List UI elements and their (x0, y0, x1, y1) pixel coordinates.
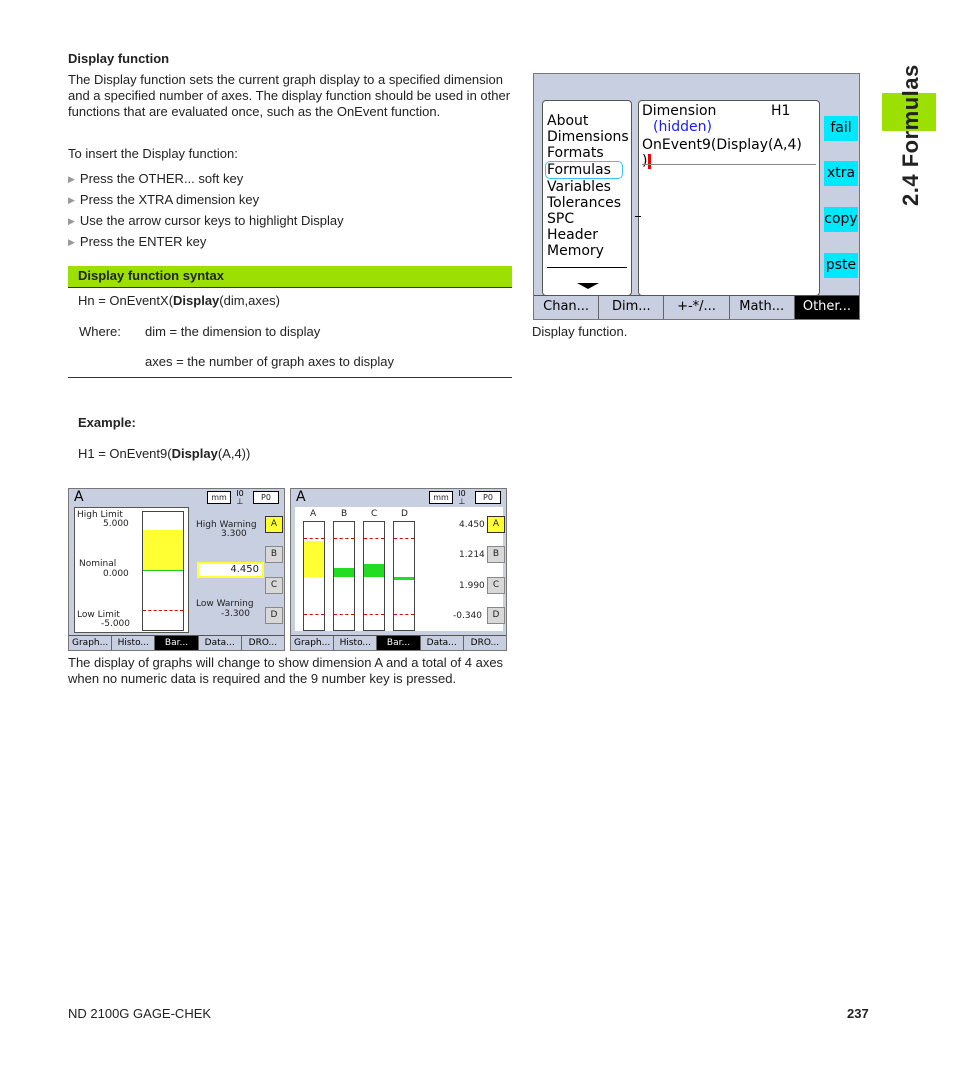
preset-indicator[interactable]: P0 (475, 491, 501, 504)
single-bar (142, 511, 184, 631)
bar-a (303, 521, 325, 631)
main-tabbar (534, 295, 859, 319)
limits-panel (74, 507, 189, 633)
bar-a-fill (304, 541, 324, 577)
syntax-header-text: Display function syntax (78, 268, 224, 283)
display-function-screen (533, 73, 860, 320)
axis-a-button[interactable]: A (487, 516, 505, 533)
axes-description: axes = the number of graph axes to display (145, 354, 394, 369)
insert-intro: To insert the Display function: (68, 146, 238, 161)
bar-c (363, 521, 385, 631)
tab-dim[interactable]: Dim... (598, 296, 663, 319)
menu-panel (542, 100, 632, 296)
axis-b-button[interactable]: B (487, 546, 505, 563)
low-limit-label: Low Limit (77, 610, 120, 620)
multi-bars-panel (295, 507, 503, 631)
bar-b (333, 521, 355, 631)
high-limit-label: High Limit (77, 510, 123, 520)
high-limit-value: 5.000 (103, 519, 129, 529)
syntax-bottom-rule (68, 377, 512, 378)
tab-graph[interactable]: Graph... (72, 638, 109, 648)
scroll-down-icon[interactable] (577, 283, 599, 289)
step-3: ▶ Use the arrow cursor keys to highlight Display (68, 213, 344, 230)
single-bar-screen (68, 488, 285, 651)
zero-icon[interactable]: I0 ⊥ (236, 489, 244, 506)
tab-dro[interactable]: DRO... (463, 636, 506, 650)
high-warning-value: 3.300 (221, 529, 247, 539)
formula-text-line2: ) (642, 153, 818, 169)
formula-underline (642, 164, 816, 165)
example-label: Example: (78, 415, 136, 430)
dimension-letter: A (74, 489, 84, 505)
tab-bar[interactable]: Bar... (376, 636, 419, 650)
tab-graph[interactable]: Graph... (294, 638, 331, 648)
menu-item-dimensions[interactable]: Dimensions (547, 129, 629, 145)
tab-operators[interactable]: +-*/... (663, 296, 728, 319)
axis-d-button[interactable]: D (487, 607, 505, 624)
column-label-b: B (341, 509, 348, 519)
dimension-value: H1 (771, 103, 791, 119)
low-warning-value: -3.300 (221, 609, 251, 619)
text-cursor (648, 154, 651, 169)
tab-chan[interactable]: Chan... (543, 299, 590, 314)
axis-a-button[interactable]: A (265, 516, 283, 533)
multi-bar-screen (290, 488, 507, 651)
tab-other[interactable]: Other... (794, 296, 859, 319)
menu-item-tolerances[interactable]: Tolerances (547, 195, 622, 211)
pste-button[interactable]: pste (824, 253, 858, 278)
single-bar-fill (143, 530, 183, 570)
menu-item-spc[interactable]: SPC (547, 211, 575, 227)
section-intro: The Display function sets the current graph display to a specified dimension and a specified number of axes. The display function should be used in other functions that are evaluated once, such as the OnEvent function. (68, 72, 511, 119)
value-d: -0.340 (453, 611, 483, 621)
tab-dro[interactable]: DRO... (241, 636, 284, 650)
menu-divider (547, 267, 627, 268)
value-a: 4.450 (459, 520, 485, 530)
syntax-formula: Hn = OnEventX(Display(dim,axes) (78, 293, 280, 308)
tab-bar[interactable]: Bar... (154, 636, 197, 650)
dimension-letter: A (296, 489, 306, 505)
preset-indicator[interactable]: P0 (253, 491, 279, 504)
nominal-label: Nominal (79, 559, 117, 569)
step-1: ▶ Press the OTHER... soft key (68, 171, 243, 188)
side-tab-title: 2.4 Formulas (898, 64, 923, 206)
zero-icon[interactable]: I0 ⊥ (458, 489, 466, 506)
value-b: 1.214 (459, 550, 485, 560)
unit-indicator[interactable]: mm (429, 491, 453, 504)
column-label-d: D (401, 509, 408, 519)
axis-c-button[interactable]: C (265, 577, 283, 594)
tab-math[interactable]: Math... (729, 296, 794, 319)
high-warning-label: High Warning (196, 520, 257, 530)
menu-item-formats[interactable]: Formats (547, 145, 604, 161)
footer-product: ND 2100G GAGE-CHEK (68, 1006, 212, 1021)
axis-d-button[interactable]: D (265, 607, 283, 624)
where-label: Where: (79, 324, 121, 339)
section-heading: Display function (68, 51, 170, 66)
copy-button[interactable]: copy (824, 207, 858, 232)
dimension-label: Dimension (642, 103, 717, 119)
tab-histo[interactable]: Histo... (333, 636, 376, 650)
menu-item-variables[interactable]: Variables (547, 179, 611, 195)
nominal-value: 0.000 (103, 569, 129, 579)
hidden-text: (hidden) (653, 119, 712, 135)
multi-tabbar (291, 635, 506, 650)
tab-data[interactable]: Data... (420, 636, 463, 650)
step-4: ▶ Press the ENTER key (68, 234, 206, 251)
main-screen-caption: Display function. (532, 324, 628, 339)
formula-panel (638, 100, 820, 296)
menu-item-header[interactable]: Header (547, 227, 598, 243)
menu-list (547, 113, 629, 259)
menu-item-formulas[interactable]: Formulas (545, 161, 623, 179)
tab-data[interactable]: Data... (198, 636, 241, 650)
column-label-a: A (310, 509, 317, 519)
bar-c-fill (364, 564, 384, 577)
menu-item-about[interactable]: About (547, 113, 589, 129)
menu-item-memory[interactable]: Memory (547, 243, 604, 259)
low-warning-label: Low Warning (196, 599, 254, 609)
tab-histo[interactable]: Histo... (111, 636, 154, 650)
bar-d-fill (394, 577, 414, 580)
axis-c-button[interactable]: C (487, 577, 505, 594)
dim-description: dim = the dimension to display (145, 324, 321, 339)
syntax-header (68, 266, 512, 288)
bar-d (393, 521, 415, 631)
tick-mark (635, 216, 641, 217)
axis-b-button[interactable]: B (265, 546, 283, 563)
value-c: 1.990 (459, 581, 485, 591)
low-limit-value: -5.000 (101, 619, 131, 629)
bar-b-fill (334, 568, 354, 577)
fail-button[interactable]: fail (824, 116, 858, 141)
column-label-c: C (371, 509, 378, 519)
unit-indicator[interactable]: mm (207, 491, 231, 504)
single-tabbar (69, 635, 284, 650)
current-value-field: 4.450 (197, 562, 264, 578)
example-formula: H1 = OnEvent9(Display(A,4)) (78, 446, 251, 461)
example-caption: The display of graphs will change to show dimension A and a total of 4 axes when no numeric data is required and the 9 number key is pressed. (68, 655, 504, 686)
footer-page-number: 237 (847, 1006, 869, 1021)
formula-text: OnEvent9(Display(A,4) (642, 137, 802, 153)
step-2: ▶ Press the XTRA dimension key (68, 192, 259, 209)
xtra-button[interactable]: xtra (824, 161, 858, 186)
